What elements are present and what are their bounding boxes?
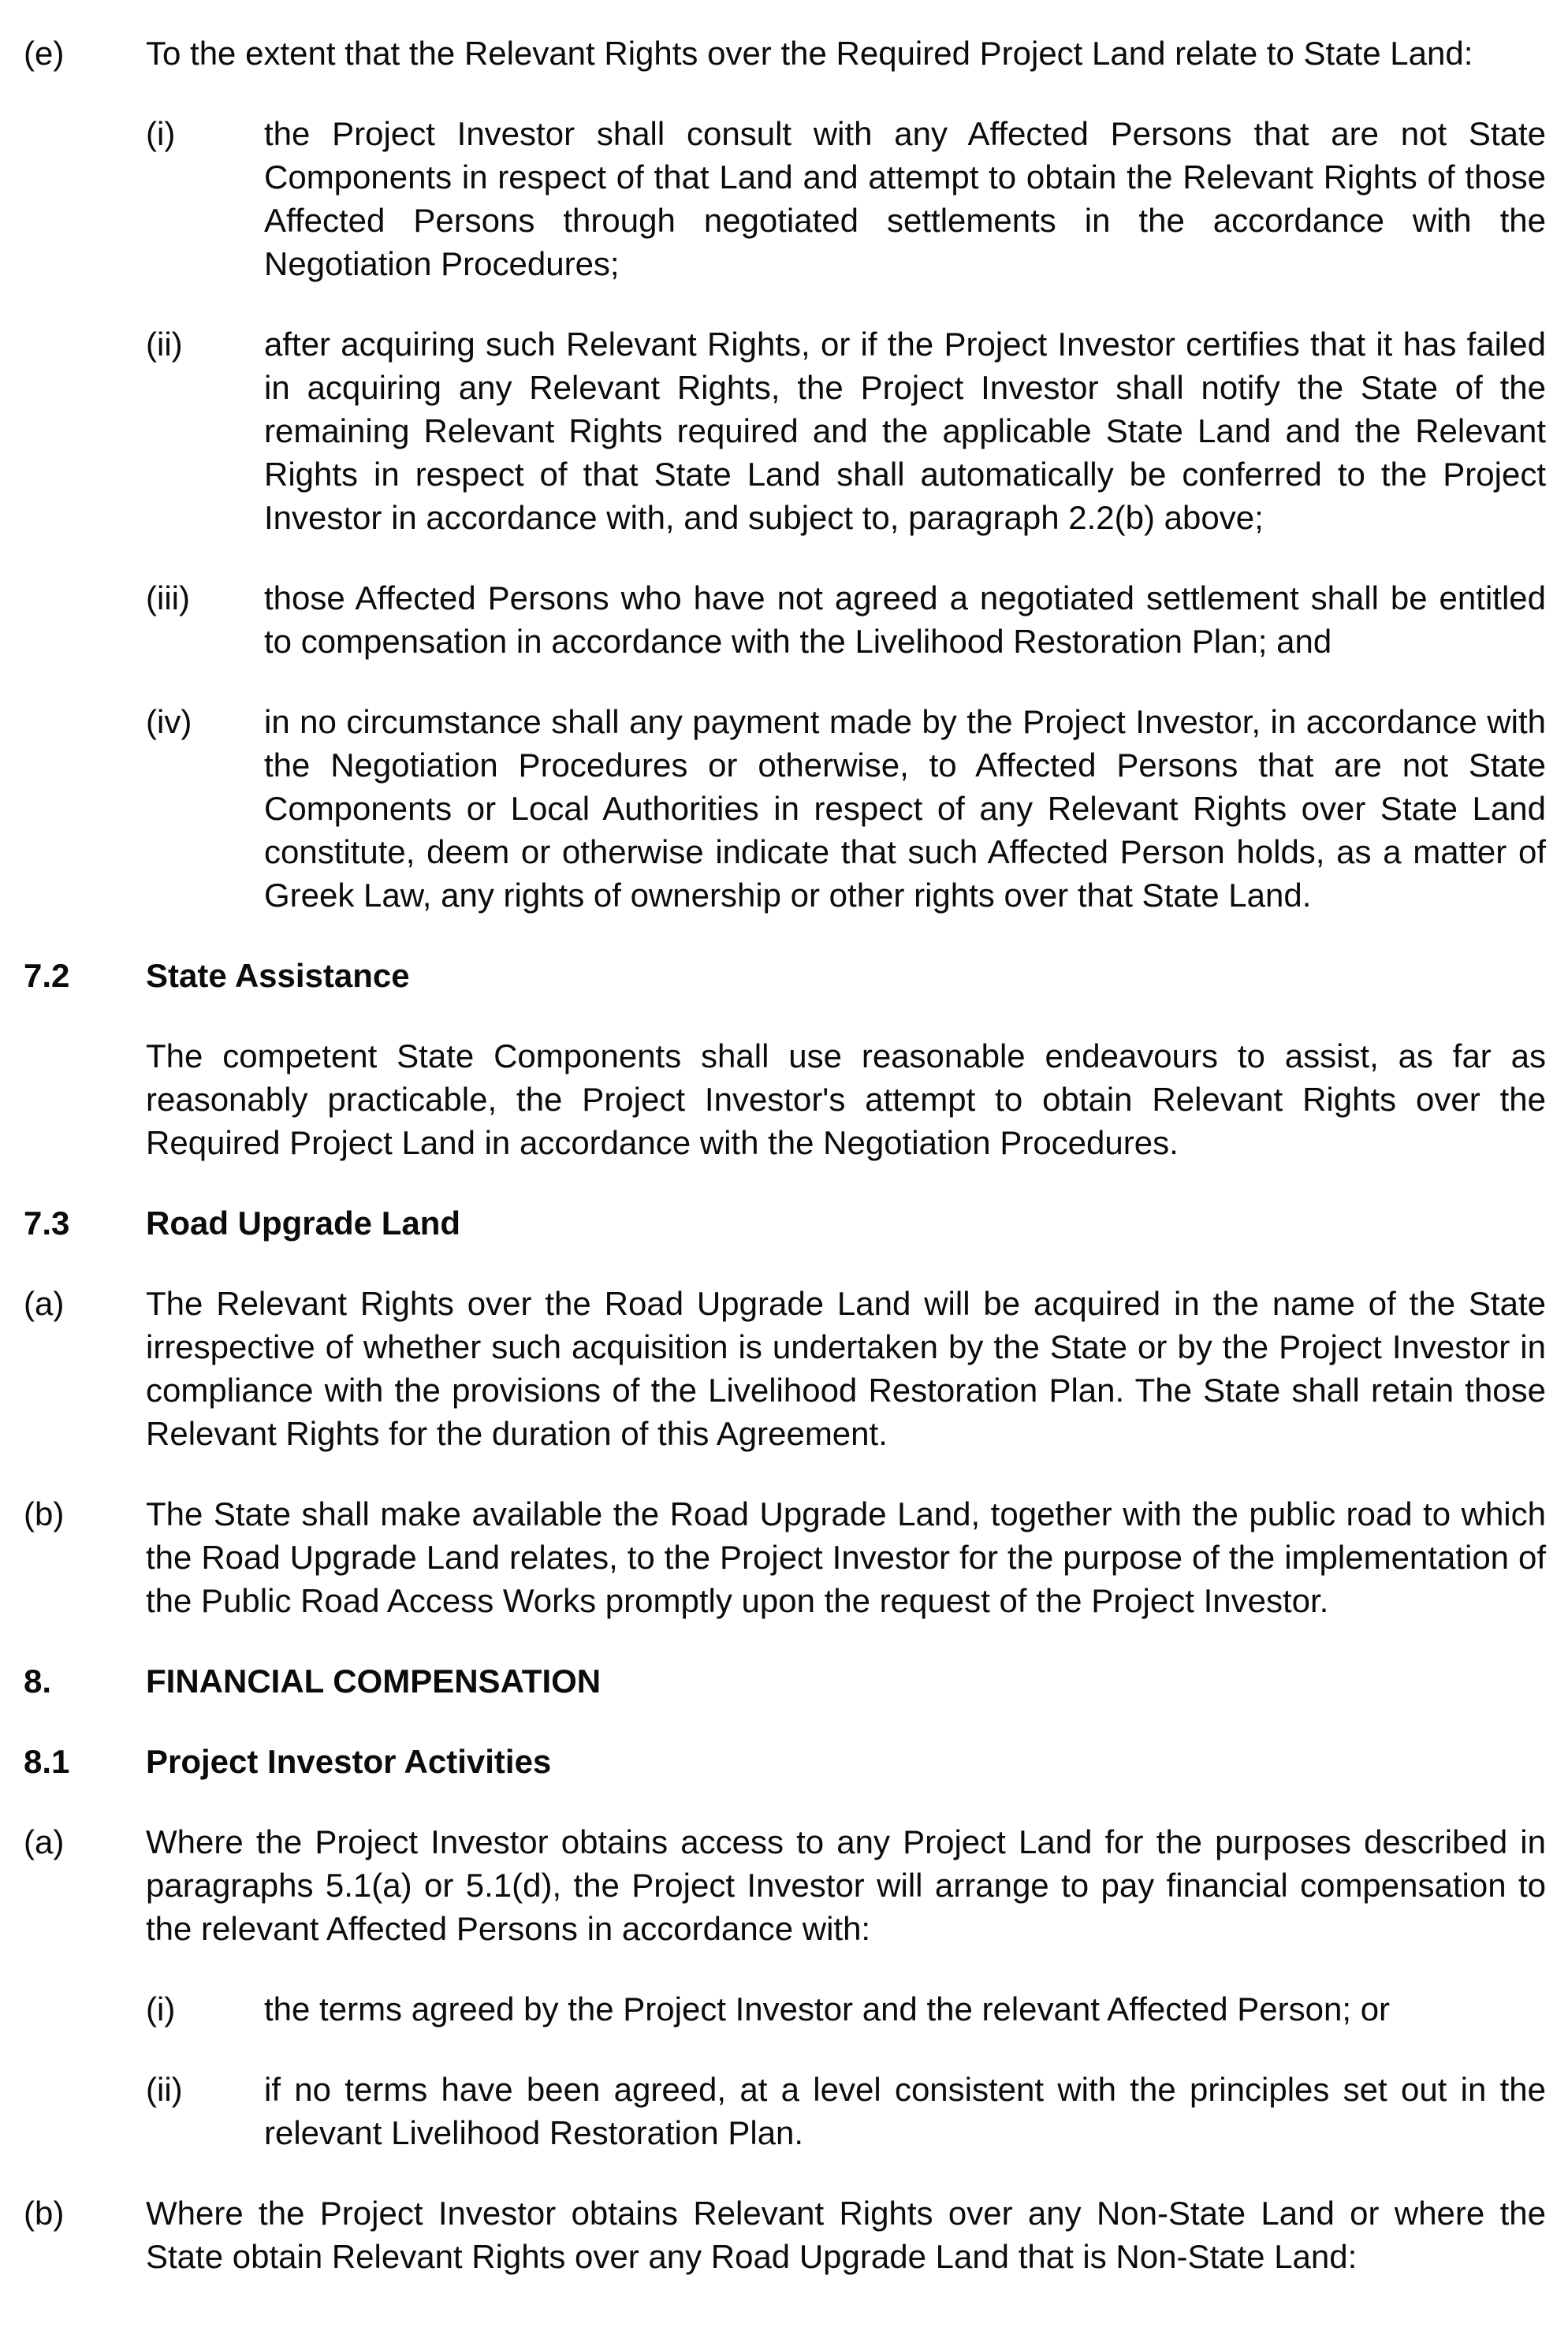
- clause-row: [146, 2068, 1546, 2154]
- clause-text: The competent State Components shall use reasonable endeavours to assist, as far as reasonably practicable, the Project Investor's attempt to obtain Relevant Rights over the Required Project Land in accordance with the Negotiation Procedures.: [146, 1037, 1546, 1161]
- clause-text: in no circumstance shall any payment made by the Project Investor, in accordance with the Negotiation Procedures or otherwise, to Affected Persons that are not State Components or Local Authorities in respect of any Relevant Rights over State Land constitute, deem or otherwise indicate that such Affected Person holds, as a matter of Greek Law, any rights of ownership or other rights over that State Land.: [264, 703, 1546, 914]
- clause-marker: (i): [146, 1990, 176, 2028]
- heading-title: Project Investor Activities: [146, 1743, 552, 1780]
- clause-text: Where the Project Investor obtains access to any Project Land for the purposes described in paragraphs 5.1(a) or 5.1(d), the Project Investor will arrange to pay financial compensation to the relevant Affected Persons in accordance with:: [146, 1823, 1546, 1947]
- clause-marker: (b): [24, 1495, 65, 1532]
- clause-marker: (iii): [146, 579, 190, 616]
- clause-text: The Relevant Rights over the Road Upgrade Land will be acquired in the name of the State irrespective of whether such acquisition is undertaken by the State or by the Project Investor in compliance with the provisions of the Livelihood Restoration Plan. The State shall retain those Relevant Rights for the duration of this Agreement.: [146, 1285, 1546, 1452]
- clause-text: if no terms have been agreed, at a level consistent with the principles set out in the relevant Livelihood Restoration Plan.: [264, 2071, 1546, 2151]
- heading-row: [24, 1201, 1546, 1245]
- clause-row: [24, 1282, 1546, 1455]
- heading-number: 7.2: [24, 957, 70, 994]
- clause-row: [24, 32, 1546, 75]
- clause-text: after acquiring such Relevant Rights, or if the Project Investor certifies that it has failed in acquiring any Relevant Rights, the Project Investor shall notify the State of the remaining Relevant Rights required and the applicable State Land and the Relevant Rights in respect of that State Land shall automatically be conferred to the Project Investor in accordance with, and subject to, paragraph 2.2(b) above;: [264, 326, 1546, 536]
- clause-text: The State shall make available the Road Upgrade Land, together with the public road to which the Road Upgrade Land relates, to the Project Investor for the purpose of the implementation of the Public Road Access Works promptly upon the request of the Project Investor.: [146, 1495, 1546, 1619]
- clause-marker: (a): [24, 1285, 65, 1322]
- clause-row: [24, 1492, 1546, 1622]
- clause-marker: (a): [24, 1823, 65, 1860]
- heading-title: Road Upgrade Land: [146, 1205, 461, 1242]
- clause-marker: (b): [24, 2195, 65, 2232]
- clause-text: To the extent that the Relevant Rights over the Required Project Land relate to State Land:: [146, 35, 1473, 72]
- heading-row: [24, 1740, 1546, 1783]
- heading-number: 8.1: [24, 1743, 70, 1780]
- clause-text: the terms agreed by the Project Investor and the relevant Affected Person; or: [264, 1990, 1391, 2028]
- heading-title: FINANCIAL COMPENSATION: [146, 1663, 602, 1700]
- clause-row: [24, 1820, 1546, 1950]
- clause-text: Where the Project Investor obtains Relevant Rights over any Non-State Land or where the State obtain Relevant Rights over any Road Upgrade Land that is Non-State Land:: [146, 2195, 1546, 2275]
- clause-row: [146, 112, 1546, 285]
- clause-row: [146, 700, 1546, 917]
- clause-row: [146, 322, 1546, 539]
- clause-text: the Project Investor shall consult with any Affected Persons that are not State Components in respect of that Land and attempt to obtain the Relevant Rights of those Affected Persons through negotiated settlements in the accordance with the Negotiation Procedures;: [264, 115, 1546, 282]
- heading-row: [24, 954, 1546, 997]
- clause-row: [146, 1987, 1546, 2031]
- clause-list: [24, 32, 1546, 2278]
- heading-title: State Assistance: [146, 957, 410, 994]
- body-paragraph: [24, 1034, 1546, 1164]
- clause-marker: (ii): [146, 2071, 183, 2108]
- clause-marker: (e): [24, 35, 65, 72]
- clause-marker: (ii): [146, 326, 183, 363]
- clause-text: those Affected Persons who have not agreed a negotiated settlement shall be entitled to compensation in accordance with the Livelihood Restoration Plan; and: [264, 579, 1546, 660]
- clause-row: [146, 576, 1546, 663]
- clause-marker: (iv): [146, 703, 192, 740]
- clause-row: [24, 2191, 1546, 2278]
- heading-number: 8.: [24, 1663, 52, 1700]
- clause-marker: (i): [146, 115, 176, 152]
- heading-number: 7.3: [24, 1205, 70, 1242]
- heading-row: [24, 1659, 1546, 1703]
